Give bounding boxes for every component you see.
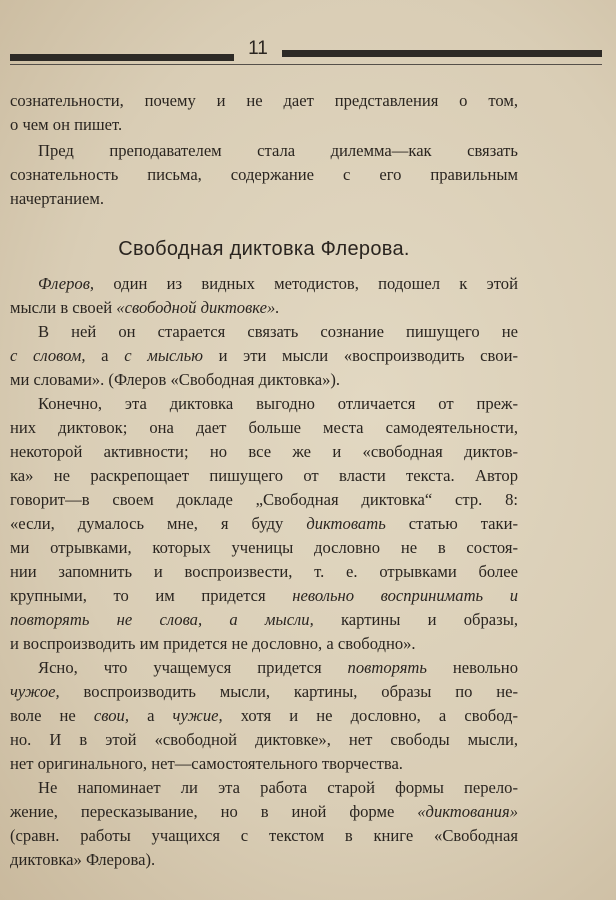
text-line	[10, 800, 518, 824]
paragraph	[10, 776, 518, 872]
text-line: и воспроизводить им придется не дословно, а свободно».	[10, 634, 416, 653]
paragraph	[10, 320, 518, 392]
italic-text: невольно воспринимать и	[292, 586, 518, 605]
text-line	[10, 584, 518, 608]
italic-text: чужие,	[172, 706, 223, 725]
text-line	[10, 680, 518, 704]
page-number: 11	[248, 38, 268, 59]
text-line: нии запомнить и воспроизвести, т. е. отрывками более	[10, 562, 518, 581]
header-rule-right	[282, 50, 602, 57]
text-line: нет оригинального, нет—самостоятельного творчества.	[10, 754, 403, 773]
text-line: ми отрывками, которых ученицы дословно не в состоя-	[10, 538, 518, 557]
header-thin-rule	[10, 64, 602, 65]
text-line: Конечно, эта диктовка выгодно отличается от преж-	[38, 394, 518, 413]
italic-text: повторять не слова, а мысли,	[10, 610, 314, 629]
text-span: крупными, то им придется	[10, 586, 293, 605]
text-line: сознательность письма, содержание с его правильным	[10, 165, 518, 184]
text-span: хотя и не дословно, а свобод-	[222, 706, 518, 725]
text-span: воле не	[10, 706, 94, 725]
italic-text: с словом,	[10, 346, 86, 365]
text-span: а	[128, 706, 173, 725]
text-span: статью таки-	[385, 514, 518, 533]
text-span: а	[85, 346, 125, 365]
text-span: картины и образы,	[313, 610, 518, 629]
text-span: один из видных методистов, подошел к этой	[94, 274, 518, 293]
text-line: (сравн. работы учащихся с текстом в книге «Свободная	[10, 826, 518, 845]
paragraph	[10, 139, 518, 211]
italic-text: «свободной диктовке».	[116, 298, 280, 317]
text-line: говорит—в своем докладе „Свободная диктовка“ стр. 8:	[10, 490, 518, 509]
text-line	[10, 704, 518, 728]
italic-text: чужое,	[10, 682, 60, 701]
italic-text: повторять	[347, 658, 427, 677]
text-span: «если, думалось мне, я буду	[10, 514, 307, 533]
text-span: жение, пересказывание, но в иной форме	[10, 802, 418, 821]
text-span: воспроизводить мысли, картины, образы по не-	[59, 682, 518, 701]
text-line: о чем он пишет.	[10, 115, 123, 134]
section-heading: Свободная диктовка Флерова.	[118, 238, 410, 260]
text-line: сознательности, почему и не дает представления о том,	[10, 91, 518, 110]
italic-text: с мыслью	[124, 346, 203, 365]
text-line	[10, 656, 518, 680]
text-line: ка» не раскрепощает пишущего от власти текста. Автор	[10, 466, 518, 485]
text-line: Не напоминает ли эта работа старой формы перело-	[38, 778, 518, 797]
text-line: них диктовок; она дает больше места самодеятельности,	[10, 418, 518, 437]
paragraph	[10, 89, 518, 137]
header-rule-left	[10, 54, 234, 61]
page-body	[10, 89, 518, 872]
paragraph	[10, 392, 518, 656]
text-span: Ясно, что учащемуся придется	[38, 658, 348, 677]
page-header	[10, 38, 602, 68]
text-line: В ней он старается связать сознание пишущего не	[38, 322, 518, 341]
italic-text: Флеров,	[38, 274, 95, 293]
text-line	[10, 512, 518, 536]
text-line	[10, 608, 518, 632]
text-line	[10, 272, 518, 296]
paragraph	[10, 656, 518, 776]
text-span: невольно	[426, 658, 518, 677]
italic-text: «диктования»	[417, 802, 518, 821]
italic-text: диктовать	[306, 514, 386, 533]
text-span: и эти мысли «воспроизводить свои-	[202, 346, 518, 365]
italic-text: свои,	[93, 706, 129, 725]
text-line: Пред преподавателем стала дилемма—как связать	[38, 141, 518, 160]
text-line	[10, 344, 518, 368]
text-line: диктовка» Флерова).	[10, 850, 156, 869]
text-line: некоторой активности; но все же и «свободная диктов-	[10, 442, 518, 461]
text-line: но. И в этой «свободной диктовке», нет свободы мысли,	[10, 730, 518, 749]
text-line: начертанием.	[10, 189, 104, 208]
text-line	[10, 296, 518, 320]
paragraph	[10, 272, 518, 320]
text-line: ми словами». (Флеров «Свободная диктовка»).	[10, 370, 341, 389]
text-span: мысли в своей	[10, 298, 117, 317]
